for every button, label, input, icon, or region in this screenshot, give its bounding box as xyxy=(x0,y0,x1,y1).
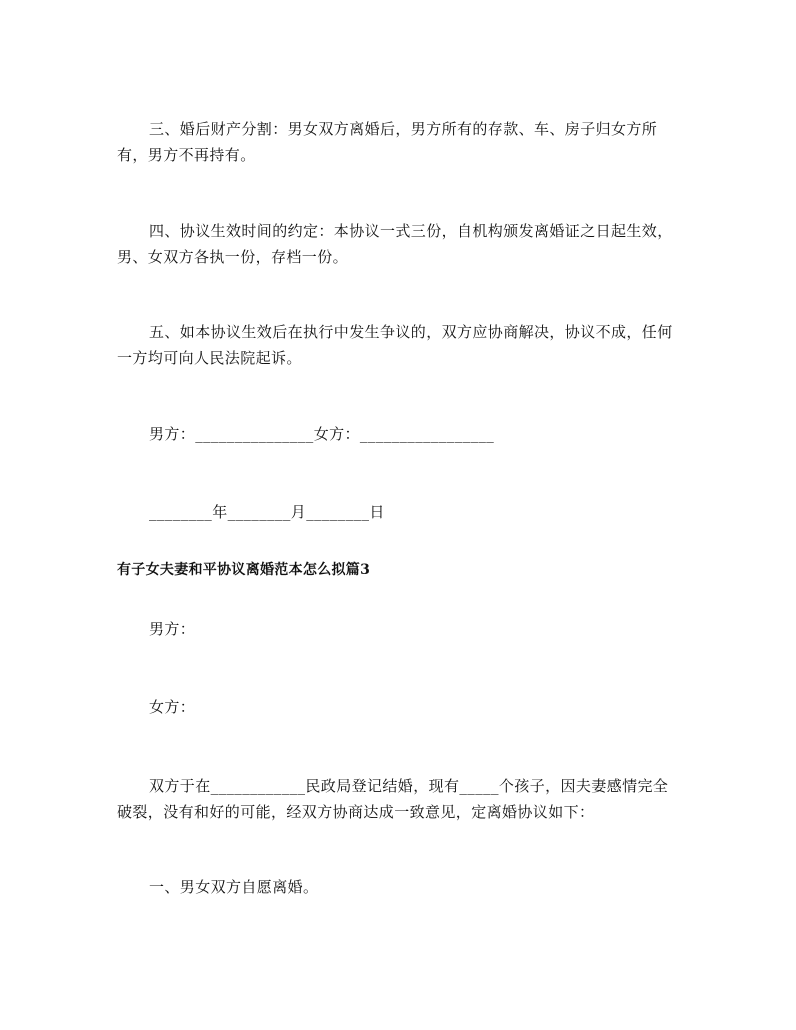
male-party-label: 男方： xyxy=(149,620,196,638)
agreement-intro: 双方于在____________民政局登记结婚，现有_____个孩子，因夫妻感情完全破裂，没有和好的可能，经双方协商达成一致意见，定离婚协议如下： xyxy=(117,777,669,821)
clause-effective-date: 四、协议生效时间的约定：本协议一式三份，自机构颁发离婚证之日起生效，男、女双方各执一份，存档一份。 xyxy=(117,222,673,266)
female-party-label: 女方： xyxy=(149,698,196,716)
section-heading: 有子女夫妻和平协议离婚范本怎么拟篇3 xyxy=(117,562,371,578)
clause-voluntary-divorce: 一、男女双方自愿离婚。 xyxy=(149,878,319,896)
clause-property-division: 三、婚后财产分割：男女双方离婚后，男方所有的存款、车、房子归女方所有，男方不再持有。 xyxy=(117,120,658,164)
date-line: ________年________月________日 xyxy=(149,503,385,521)
clause-dispute-resolution: 五、如本协议生效后在执行中发生争议的，双方应协商解决，协议不成，任何一方均可向人民法院起诉。 xyxy=(117,323,673,367)
signature-line: 男方：_______________女方：_________________ xyxy=(149,425,495,443)
